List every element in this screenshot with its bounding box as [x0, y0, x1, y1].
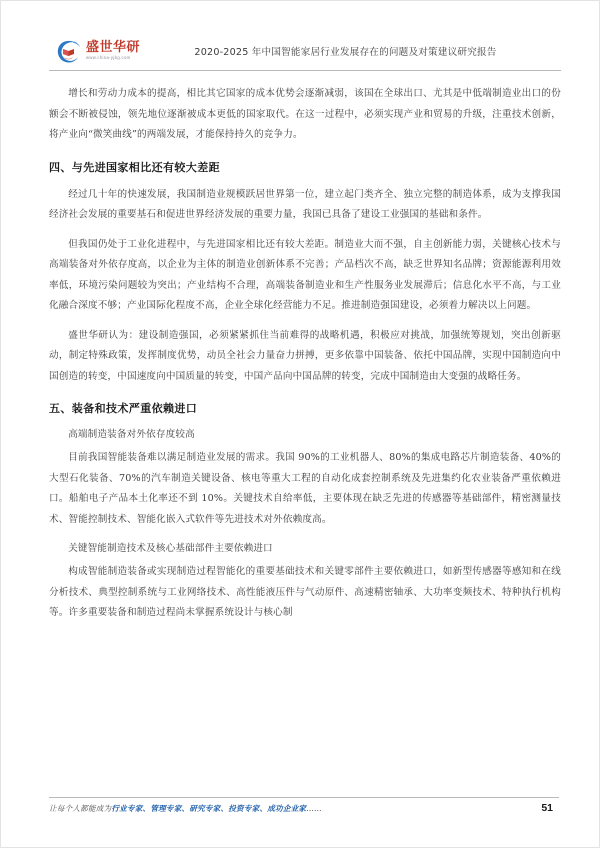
paragraph-continued: 增长和劳动力成本的提高，相比其它国家的成本优势会逐渐减弱，该国在全球出口、尤其是中低端制造业出口的份额会不断被侵蚀，领先地位逐渐被成本更低的国家取代。在这一过程中，必须实现产业和贸易的升级，注重技术创新，将产业向“微笑曲线”的两端发展，才能保持持久的竞争力。	[49, 88, 561, 140]
section-heading-five: 五、装备和技术严重依赖进口	[49, 402, 198, 415]
footer-slogan-prefix: 让每个人都能成为	[49, 804, 112, 813]
paragraph-core-technology-imports: 构成智能制造装备或实现制造过程智能化的重要基础技术和关键零部件主要依赖进口，如新型传感器等感知和在线分析技术、典型控制系统与工业网络技术、高性能液压件与气动原件、高速精密轴承、大功率变频技术、特种执行机构等。许多重要装备和制造过程尚未掌握系统设计与核心制	[49, 566, 561, 618]
swoosh-book-logo-icon	[55, 38, 82, 65]
footer-divider	[49, 797, 559, 798]
page-header	[49, 31, 561, 71]
page-number: 51	[541, 802, 553, 814]
section-heading-four: 四、与先进国家相比还有较大差距	[49, 160, 220, 174]
paragraph-import-statistics: 目前我国智能装备难以满足制造业发展的需求。我国 90%的工业机器人、80%的集成电路芯片制造装备、40%的大型石化装备、70%的汽车制造关键设备、核电等重大工程的自动化成套控制系统及先进集约化农业装备严重依赖进口。船舶电子产品本土化率还不到 10%。关键技术自给率低，主要体现在缺乏先进的传感器等基础部件，精密测量技术、智能控制技术、智能化嵌入式软件等先进技术对外依赖度高。	[49, 452, 561, 525]
paragraph-manufacturing-scale: 经过几十年的快速发展，我国制造业规模跃居世界第一位，建立起门类齐全、独立完整的制造体系，成为支撑我国经济社会发展的重要基石和促进世界经济发展的重要力量，我国已具备了建设工业强国的基础和条件。	[49, 188, 561, 220]
company-logo	[49, 38, 140, 65]
document-body	[49, 71, 561, 624]
subheading-core-components: 关键智能制造技术及核心基础部件主要依赖进口	[68, 543, 273, 554]
footer-slogan	[49, 803, 322, 814]
footer-slogan-suffix: ……	[306, 804, 322, 813]
subheading-equipment-dependence: 高端制造装备对外依存度较高	[68, 429, 195, 440]
paragraph-industrialization-gap: 但我国仍处于工业化进程中，与先进国家相比还有较大差距。制造业大而不强，自主创新能力弱，关键核心技术与高端装备对外依存度高，以企业为主体的制造业创新体系不完善；产品档次不高，缺乏世界知名品牌；资源能源利用效率低，环境污染问题较为突出；产业结构不合理，高端装备制造业和生产性服务业发展滞后；信息化水平不高，与工业化融合深度不够；产业国际化程度不高，企业全球化经营能力不足。推进制造强国建设，必须着力解决以上问题。	[49, 238, 561, 311]
logo-text-block	[86, 41, 140, 60]
logo-website-url: www.china-yjbg.com	[86, 55, 131, 61]
paragraph-company-viewpoint: 盛世华研认为：建设制造强国，必须紧紧抓住当前难得的战略机遇，积极应对挑战，加强统筹规划，突出创新驱动，制定特殊政策，发挥制度优势，动员全社会力量奋力拼搏，更多依靠中国装备、依托中国品牌，实现中国制造向中国创造的转变，中国速度向中国质量的转变，中国产品向中国品牌的转变，完成中国制造由大变强的战略任务。	[49, 329, 561, 382]
footer-row	[49, 802, 559, 814]
report-title: 2020-2025 年中国智能家居行业发展存在的问题及对策建议研究报告	[194, 47, 497, 58]
page-content-area	[49, 31, 561, 823]
logo-company-name: 盛世华研	[86, 40, 141, 56]
header-divider	[49, 70, 561, 71]
page-footer	[49, 797, 559, 819]
footer-slogan-highlight: 行业专家、管理专家、研究专家、投资专家、成功企业家	[111, 804, 307, 813]
